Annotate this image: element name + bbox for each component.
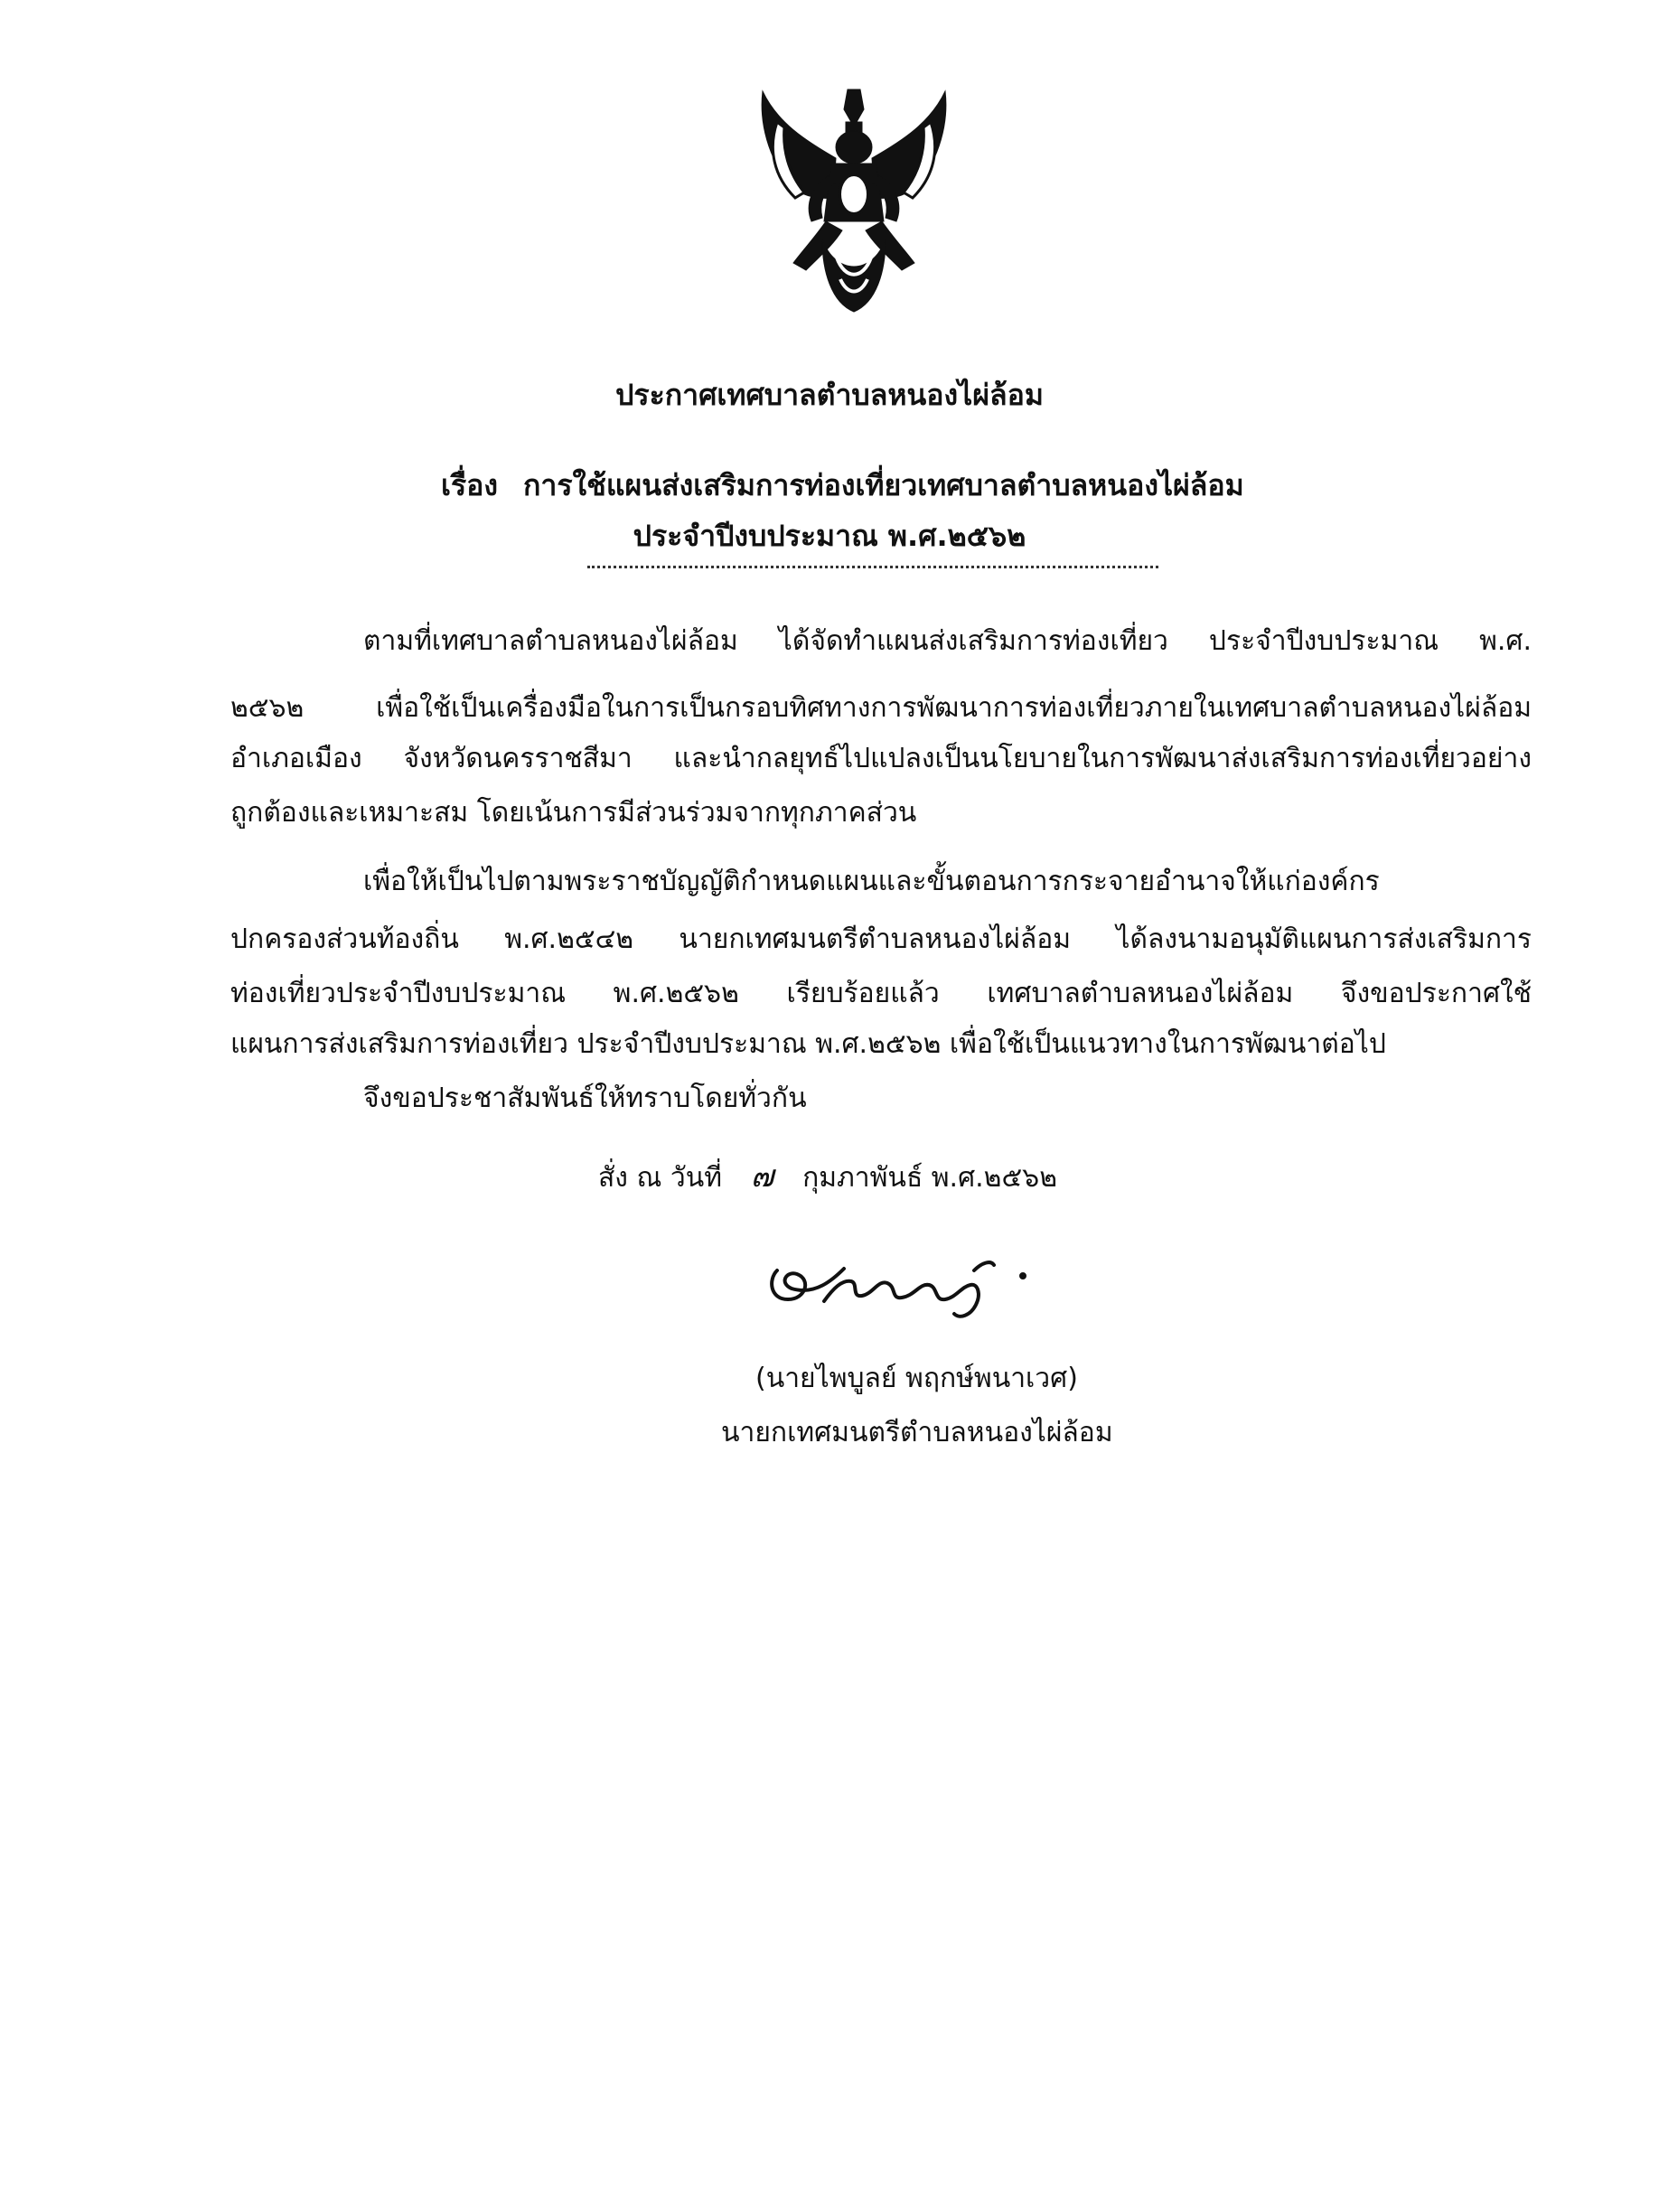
dotted-divider — [587, 566, 1158, 568]
paragraph2-line1: เพื่อให้เป็นไปตามพระราชบัญญัติกำหนดแผนและขั้นตอนการกระจายอำนาจให้แก่องค์กร — [363, 866, 1380, 897]
signer-position: นายกเทศมนตรีตำบลหนองไผ่ล้อม — [721, 1417, 1113, 1448]
paragraph2-line4: แผนการส่งเสริมการท่องเที่ยว ประจำปีงบประมาณ พ.ศ.๒๕๖๒ เพื่อใช้เป็นแนวทางในการพัฒนาต่อไป — [230, 1028, 1386, 1060]
subject-line — [441, 463, 1244, 509]
announcement-title: ประกาศเทศบาลตำบลหนองไผ่ล้อม — [615, 378, 1044, 412]
date-month-year: กุมภาพันธ์ พ.ศ.๒๕๖๒ — [802, 1162, 1057, 1194]
garuda-emblem-icon — [750, 86, 958, 316]
paragraph2-line3: ท่องเที่ยวประจำปีงบประมาณ พ.ศ.๒๕๖๒ เรียบร้อยแล้ว เทศบาลตำบลหนองไผ่ล้อม จึงขอประกาศใช้ — [230, 978, 1532, 1009]
issue-date — [598, 1158, 1057, 1196]
date-day: ๗ — [750, 1158, 774, 1195]
subject-text: การใช้แผนส่งเสริมการท่องเที่ยวเทศบาลตำบลหนองไผ่ล้อม — [522, 468, 1244, 502]
paragraph1-line4: ถูกต้องและเหมาะสม โดยเน้นการมีส่วนร่วมจากทุกภาคส่วน — [230, 797, 917, 829]
paragraph1-line3: อำเภอเมือง จังหวัดนครราชสีมา และนำกลยุทธ์ไปแปลงเป็นนโยบายในการพัฒนาส่งเสริมการท่องเที่ยวอย่าง — [230, 743, 1532, 774]
subject-label: เรื่อง — [441, 468, 498, 502]
paragraph1-line2: ๒๕๖๒ เพื่อใช้เป็นเครื่องมือในการเป็นกรอบทิศทางการพัฒนาการท่องเที่ยวภายในเทศบาลตำบลหนองไผ่ล้อม — [230, 692, 1532, 724]
subject-year: ประจำปีงบประมาณ พ.ศ.๒๕๖๒ — [633, 519, 1026, 553]
paragraph2-line2: ปกครองส่วนท้องถิ่น พ.ศ.๒๕๔๒ นายกเทศมนตรีตำบลหนองไผ่ล้อม ได้ลงนามอนุมัติแผนการส่งเสริมการ — [230, 923, 1532, 955]
date-prefix: สั่ง ณ วันที่ — [598, 1162, 722, 1194]
paragraph1-line1: ตามที่เทศบาลตำบลหนองไผ่ล้อม ได้จัดทำแผนส่งเสริมการท่องเที่ยว ประจำปีงบประมาณ พ.ศ. — [363, 625, 1532, 657]
handwritten-signature-icon — [761, 1243, 1041, 1325]
paragraph3: จึงขอประชาสัมพันธ์ให้ทราบโดยทั่วกัน — [363, 1083, 807, 1114]
signer-name: (นายไพบูลย์ พฤกษ์พนาเวศ) — [755, 1363, 1078, 1394]
